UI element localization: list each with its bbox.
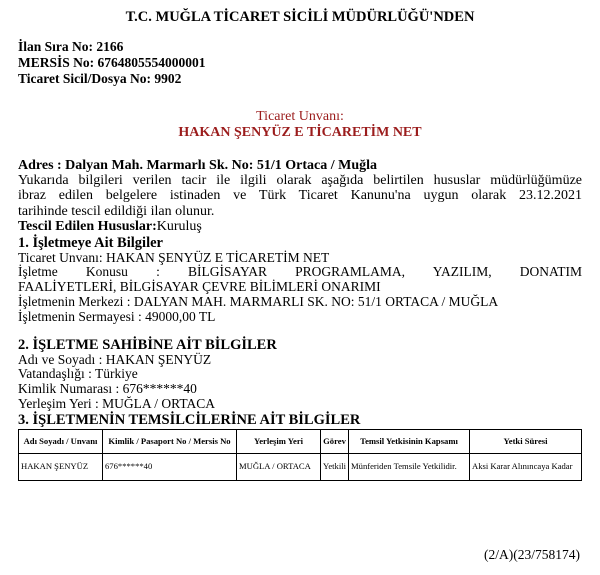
column-header: Adı Soyadı / Unvanı (19, 429, 103, 453)
column-header: Temsil Yetkisinin Kapsamı (349, 429, 470, 453)
table-row (19, 453, 582, 480)
business-capital: İşletmenin Sermayesi : 49000,00 TL (18, 308, 216, 324)
owner-name: Adı ve Soyadı : HAKAN ŞENYÜZ (18, 351, 212, 367)
section-1-heading: 1. İşletmeye Ait Bilgiler (18, 234, 163, 251)
table-cell: 676******40 (103, 453, 237, 480)
notice-number: İlan Sıra No: 2166 (18, 39, 124, 54)
intro-paragraph (18, 173, 582, 219)
table-cell: Yetkili (321, 453, 349, 480)
footer-reference: (2/A)(23/758174) (484, 547, 580, 562)
owner-id-number: Kimlik Numarası : 676******40 (18, 381, 197, 397)
registry-number: Ticaret Sicil/Dosya No: 9902 (18, 71, 182, 86)
owner-citizenship: Vatandaşlığı : Türkiye (18, 366, 138, 382)
table-header-row (19, 429, 582, 453)
section-3-heading: 3. İŞLETMENİN TEMSİLCİLERİNE AİT BİLGİLER (18, 411, 361, 428)
page-title: T.C. MUĞLA TİCARET SİCİLİ MÜDÜRLÜĞÜ'NDEN (125, 9, 475, 25)
trade-name-block (18, 109, 582, 141)
registered-value: Kuruluş (156, 219, 202, 235)
intro-line: tarihinde tescil edildiği ilan olunur. (18, 203, 215, 219)
representatives-table (18, 429, 582, 481)
trade-name-label: Ticaret Unvanı: (256, 109, 344, 124)
column-header: Kimlik / Pasaport No / Mersis No (103, 429, 237, 453)
mersis-number: MERSİS No: 6764805554000001 (18, 55, 206, 70)
section-2-heading: 2. İŞLETME SAHİBİNE AİT BİLGİLER (18, 336, 277, 353)
section-2-body (18, 353, 582, 412)
section-1-body (18, 251, 582, 325)
column-header: Görev (321, 429, 349, 453)
address: Adres : Dalyan Mah. Marmarlı Sk. No: 51/1 Ortaca / Muğla (18, 158, 378, 173)
registered-label: Tescil Edilen Hususlar: (18, 219, 157, 235)
business-activity-cont: FAALİYETLERİ, BİLGİSAYAR ÇEVRE BİLİMLERİ ONARIMI (18, 279, 381, 295)
notice-meta (18, 39, 582, 87)
intro-line: Yukarıda bilgileri verilen tacir ile ilgili olarak aşağıda belirtilen hususlar müdürlüğümüze (18, 173, 582, 188)
business-activity: İşletme Konusu : BİLGİSAYAR PROGRAMLAMA, YAZILIM, DONATIM (18, 264, 582, 280)
table-cell: Münferiden Temsile Yetkilidir. (349, 453, 470, 480)
table-cell: Aksi Karar Alınıncaya Kadar (470, 453, 582, 480)
table-cell: MUĞLA / ORTACA (237, 453, 321, 480)
trade-name: HAKAN ŞENYÜZ E TİCARETİM NET (178, 125, 422, 140)
intro-line: ibraz edilen belgelere istinaden ve Türk Ticaret Kanunu'na uygun olarak 23.12.2021 (18, 188, 582, 204)
column-header: Yerleşim Yeri (237, 429, 321, 453)
business-headquarters: İşletmenin Merkezi : DALYAN MAH. MARMARLI SK. NO: 51/1 ORTACA / MUĞLA (18, 294, 499, 310)
column-header: Yetki Süresi (470, 429, 582, 453)
registered-matters (18, 219, 582, 234)
table-cell: HAKAN ŞENYÜZ (19, 453, 103, 480)
owner-residence: Yerleşim Yeri : MUĞLA / ORTACA (18, 396, 216, 411)
business-trade-name: Ticaret Unvanı: HAKAN ŞENYÜZ E TİCARETİM NET (18, 249, 330, 265)
